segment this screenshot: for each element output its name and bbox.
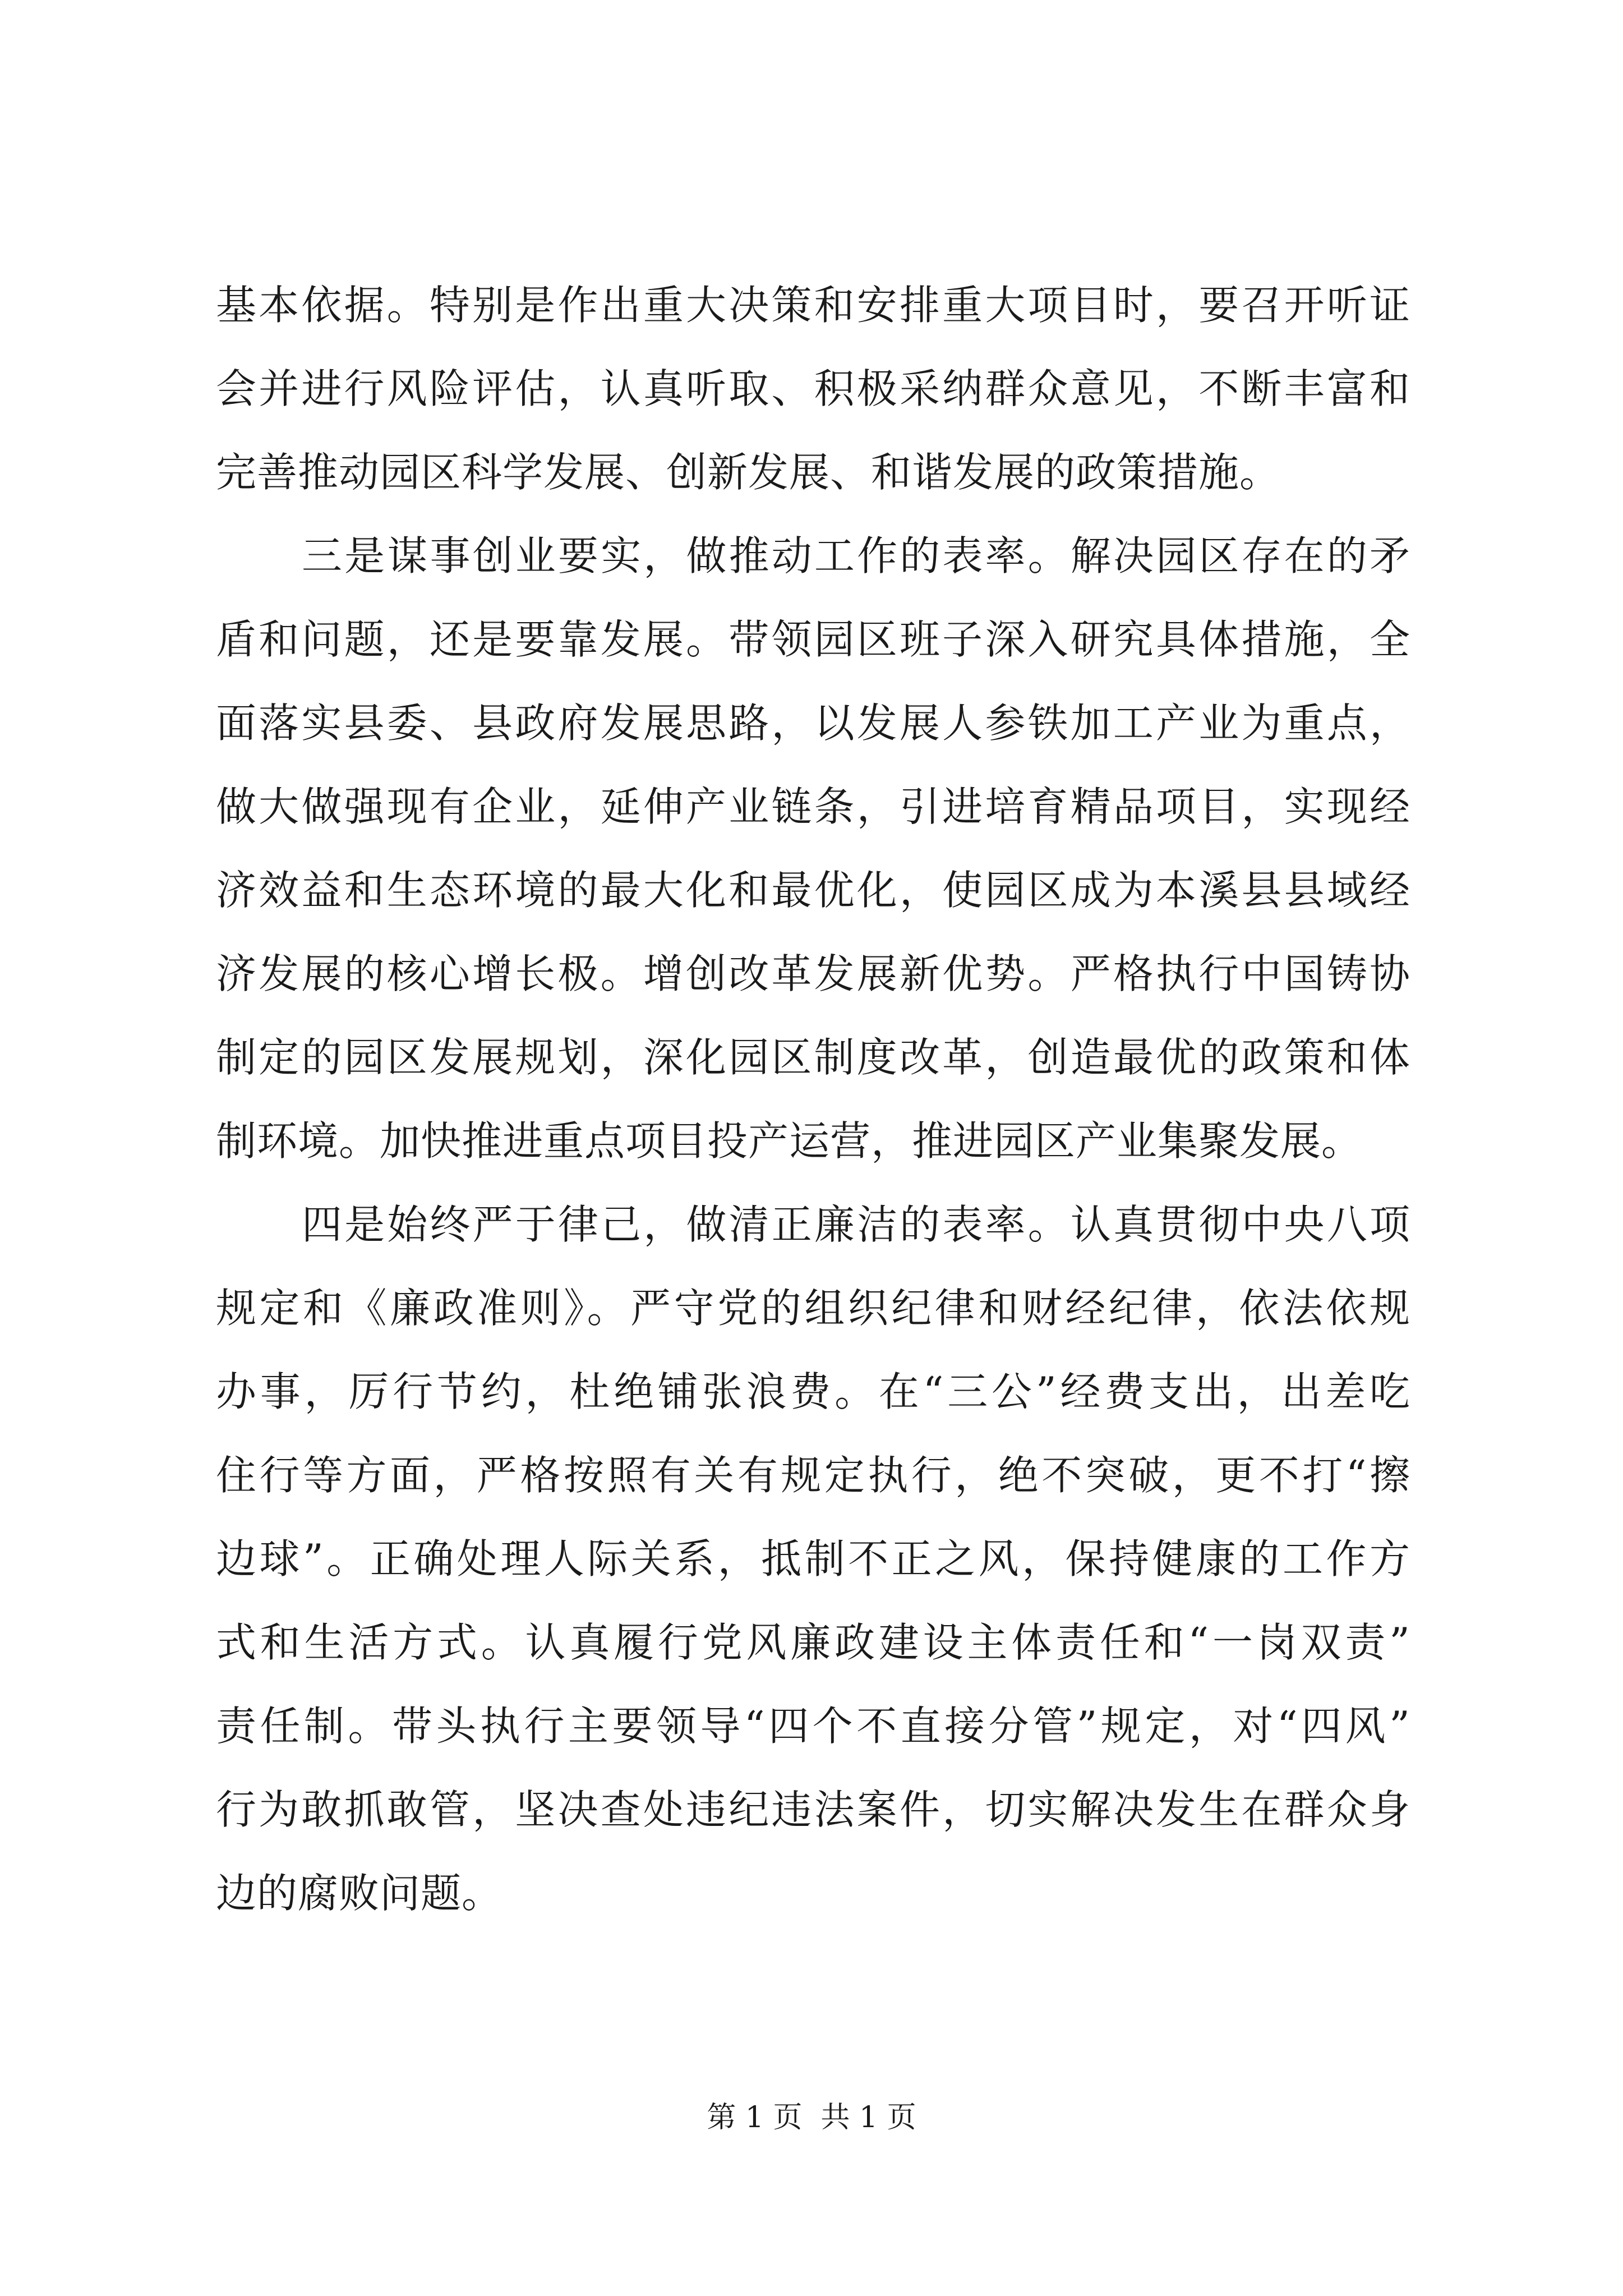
text-line: 制定的园区发展规划，深化园区制度改革，创造最优的政策和体 xyxy=(216,1034,1410,1081)
text-line: 三是谋事创业要实，做推动工作的表率。解决园区存在的矛 xyxy=(302,532,1410,579)
text-line: 盾和问题，还是要靠发展。带领园区班子深入研究具体措施，全 xyxy=(216,616,1410,663)
text-line: 完善推动园区科学发展、创新发展、和谐发展的政策措施。 xyxy=(216,449,1281,496)
page-footer xyxy=(0,2098,1623,2137)
text-line: 行为敢抓敢管，坚决查处违纪违法案件，切实解决发生在群众身 xyxy=(216,1786,1410,1833)
text-line: 济效益和生态环境的最大化和最优化，使园区成为本溪县县域经 xyxy=(216,867,1410,914)
body-text xyxy=(216,264,1410,1935)
text-line: 边的腐败问题。 xyxy=(216,1870,503,1917)
text-line: 规定和《廉政准则》。严守党的组织纪律和财经纪律，依法依规 xyxy=(216,1285,1410,1332)
text-line: 制环境。加快推进重点项目投产运营，推进园区产业集聚发展。 xyxy=(216,1117,1363,1165)
text-line: 住行等方面，严格按照有关有规定执行，绝不突破，更不打“擦 xyxy=(216,1452,1410,1499)
text-line: 济发展的核心增长极。增创改革发展新优势。严格执行中国铸协 xyxy=(216,950,1410,997)
page-number: 第 1 页 共 1 页 xyxy=(707,2101,916,2134)
text-line: 会并进行风险评估，认真听取、积极采纳群众意见，不断丰富和 xyxy=(216,365,1410,412)
text-line: 做大做强现有企业，延伸产业链条，引进培育精品项目，实现经 xyxy=(216,783,1410,830)
text-line: 基本依据。特别是作出重大决策和安排重大项目时，要召开听证 xyxy=(216,282,1410,329)
text-line: 责任制。带头执行主要领导“四个不直接分管”规定，对“四风” xyxy=(216,1703,1410,1750)
text-line: 办事，厉行节约，杜绝铺张浪费。在“三公”经费支出，出差吃 xyxy=(216,1368,1410,1415)
text-line: 面落实县委、县政府发展思路，以发展人参铁加工产业为重点， xyxy=(216,700,1410,747)
text-line: 四是始终严于律己，做清正廉洁的表率。认真贯彻中央八项 xyxy=(302,1201,1410,1248)
text-line: 式和生活方式。认真履行党风廉政建设主体责任和“一岗双责” xyxy=(216,1619,1410,1666)
text-line: 边球”。正确处理人际关系，抵制不正之风，保持健康的工作方 xyxy=(216,1535,1410,1582)
